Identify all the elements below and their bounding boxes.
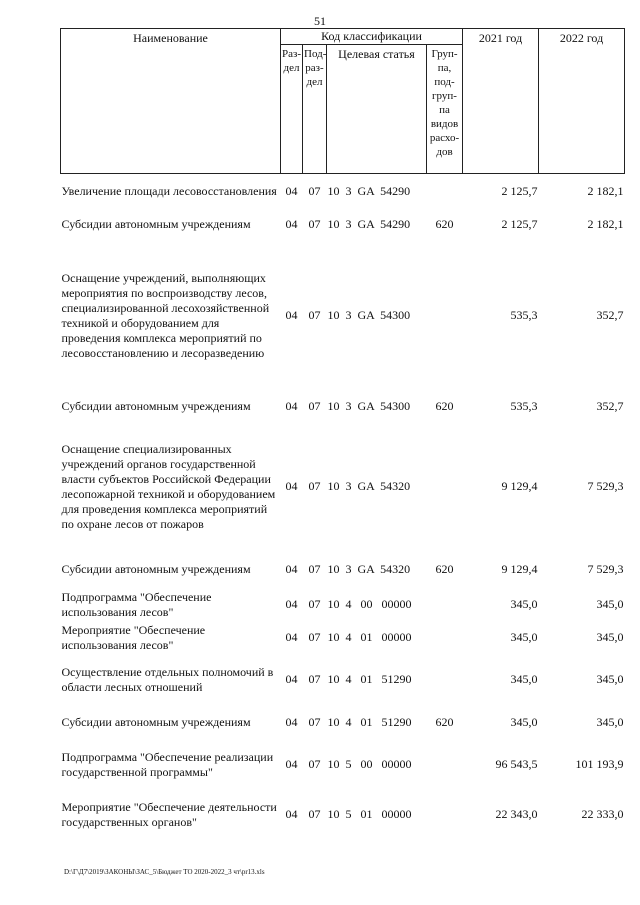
- budget-table: [60, 28, 625, 840]
- row-group: 620: [435, 399, 454, 413]
- row-section: 04: [285, 807, 298, 821]
- row-name: Подпрограмма "Обеспечение использования лесов": [61, 589, 212, 619]
- row-target-article: 10 5 01 00000: [327, 807, 412, 821]
- table-row: [61, 654, 625, 706]
- table-row: [61, 552, 625, 588]
- row-name: Субсидии автономным учреждениям: [61, 715, 251, 729]
- table-row: [61, 706, 625, 740]
- column-header-subsection: Под- раз- дел: [303, 45, 327, 174]
- row-group: [427, 654, 463, 706]
- row-group: [427, 622, 463, 654]
- row-target-article: 10 4 00 00000: [327, 597, 412, 611]
- row-group: 620: [435, 562, 454, 576]
- row-group: [427, 588, 463, 622]
- column-header-section: Раз- дел: [281, 45, 303, 174]
- column-header-group: Груп- па, под- груп- па видов расхо- дов: [427, 45, 463, 174]
- row-subsection: 07: [308, 184, 321, 199]
- row-value-2021: 96 543,5: [495, 757, 538, 771]
- table-row: [61, 740, 625, 790]
- row-name: Оснащение специализированных учреждений органов государственной власти субъектов Российской Федерации лесопожарной техникой и оборудованием для проведения комплекса мероприятий по охране лесов от пожаров: [61, 441, 276, 531]
- table-row: [61, 422, 625, 552]
- row-group: 620: [435, 217, 454, 231]
- row-subsection: 07: [308, 757, 321, 771]
- row-subsection: 07: [308, 672, 321, 686]
- file-path-footer: D:\Г\Д7\2019\ЗАКОНЫ\ЗАС_5\Бюджет ТО 2020-2022_3 чт\pr13.xls: [64, 868, 265, 876]
- row-section: 04: [285, 217, 298, 231]
- row-group: [427, 240, 463, 392]
- table-row: [61, 174, 625, 210]
- row-value-2022: 2 182,1: [587, 184, 624, 199]
- table-row: [61, 392, 625, 422]
- row-subsection: 07: [308, 399, 321, 413]
- row-value-2021: 535,3: [510, 308, 538, 322]
- row-value-2022: 352,7: [596, 308, 624, 322]
- row-subsection: 07: [308, 562, 321, 576]
- row-section: 04: [285, 399, 298, 413]
- row-value-2022: 345,0: [596, 630, 624, 644]
- row-target-article: 10 4 01 51290: [327, 715, 412, 729]
- row-target-article: 10 3 GA 54290: [327, 217, 411, 231]
- row-group: [427, 790, 463, 840]
- row-name: Подпрограмма "Обеспечение реализации государственной программы": [61, 749, 274, 779]
- row-value-2021: 535,3: [510, 399, 538, 413]
- row-section: 04: [285, 562, 298, 576]
- row-name: Субсидии автономным учреждениям: [61, 562, 251, 576]
- row-subsection: 07: [308, 217, 321, 231]
- row-name: Мероприятие "Обеспечение использования лесов": [61, 622, 206, 652]
- row-name: Оснащение учреждений, выполняющих мероприятия по воспроизводству лесов, специализированной лесохозяйственной техникой и оборудованием для проведения комплекса мероприятий по лесовосстановлению и лесоразведению: [61, 270, 270, 360]
- row-section: 04: [285, 630, 298, 644]
- row-value-2022: 22 333,0: [581, 807, 624, 821]
- row-value-2021: 345,0: [510, 630, 538, 644]
- row-subsection: 07: [308, 630, 321, 644]
- row-name: Увеличение площади лесовосстановления: [61, 184, 277, 199]
- column-header-target-article: Целевая статья: [327, 45, 427, 174]
- row-target-article: 10 3 GA 54300: [327, 308, 411, 322]
- row-subsection: 07: [308, 479, 321, 493]
- row-value-2021: 2 125,7: [501, 217, 538, 231]
- row-target-article: 10 3 GA 54320: [327, 562, 411, 576]
- row-name: Субсидии автономным учреждениям: [61, 217, 251, 231]
- page-number: 51: [314, 14, 326, 28]
- row-target-article: 10 3 GA 54290: [327, 184, 411, 199]
- row-value-2022: 345,0: [596, 597, 624, 611]
- table-header: [61, 29, 625, 174]
- row-value-2022: 345,0: [596, 715, 624, 729]
- table-row: [61, 790, 625, 840]
- row-value-2021: 345,0: [510, 597, 538, 611]
- row-name: Мероприятие "Обеспечение деятельности государственных органов": [61, 799, 277, 829]
- row-group: 620: [435, 715, 454, 729]
- row-target-article: 10 4 01 51290: [327, 672, 412, 686]
- row-section: 04: [285, 757, 298, 771]
- column-header-2022: 2022 год: [539, 29, 625, 174]
- row-value-2022: 7 529,3: [587, 562, 624, 576]
- row-value-2022: 101 193,9: [575, 757, 624, 771]
- row-name: Осуществление отдельных полномочий в области лесных отношений: [61, 664, 274, 694]
- row-value-2022: 352,7: [596, 399, 624, 413]
- row-section: 04: [285, 715, 298, 729]
- row-subsection: 07: [308, 715, 321, 729]
- row-value-2022: 7 529,3: [587, 479, 624, 493]
- column-header-name: Наименование: [61, 29, 281, 174]
- column-header-classification: Код классификации: [281, 29, 463, 45]
- row-value-2021: 9 129,4: [501, 562, 538, 576]
- row-group: [427, 422, 463, 552]
- row-value-2021: 22 343,0: [495, 807, 538, 821]
- row-name: Субсидии автономным учреждениям: [61, 399, 251, 413]
- row-value-2022: 345,0: [596, 672, 624, 686]
- table-row: [61, 240, 625, 392]
- row-subsection: 07: [308, 308, 321, 322]
- row-target-article: 10 3 GA 54320: [327, 479, 411, 493]
- row-target-article: 10 5 00 00000: [327, 757, 412, 771]
- row-value-2021: 345,0: [510, 672, 538, 686]
- row-section: 04: [285, 184, 298, 199]
- row-value-2021: 2 125,7: [501, 184, 538, 199]
- column-header-2021: 2021 год: [463, 29, 539, 174]
- row-section: 04: [285, 597, 298, 611]
- table-row: [61, 210, 625, 240]
- row-section: 04: [285, 479, 298, 493]
- table-row: [61, 588, 625, 622]
- row-section: 04: [285, 672, 298, 686]
- row-group: [427, 174, 463, 210]
- table-body: [61, 174, 625, 840]
- row-value-2021: 9 129,4: [501, 479, 538, 493]
- row-target-article: 10 3 GA 54300: [327, 399, 411, 413]
- row-group: [427, 740, 463, 790]
- row-subsection: 07: [308, 807, 321, 821]
- row-section: 04: [285, 308, 298, 322]
- row-value-2021: 345,0: [510, 715, 538, 729]
- table-row: [61, 622, 625, 654]
- row-subsection: 07: [308, 597, 321, 611]
- row-target-article: 10 4 01 00000: [327, 630, 412, 644]
- row-value-2022: 2 182,1: [587, 217, 624, 231]
